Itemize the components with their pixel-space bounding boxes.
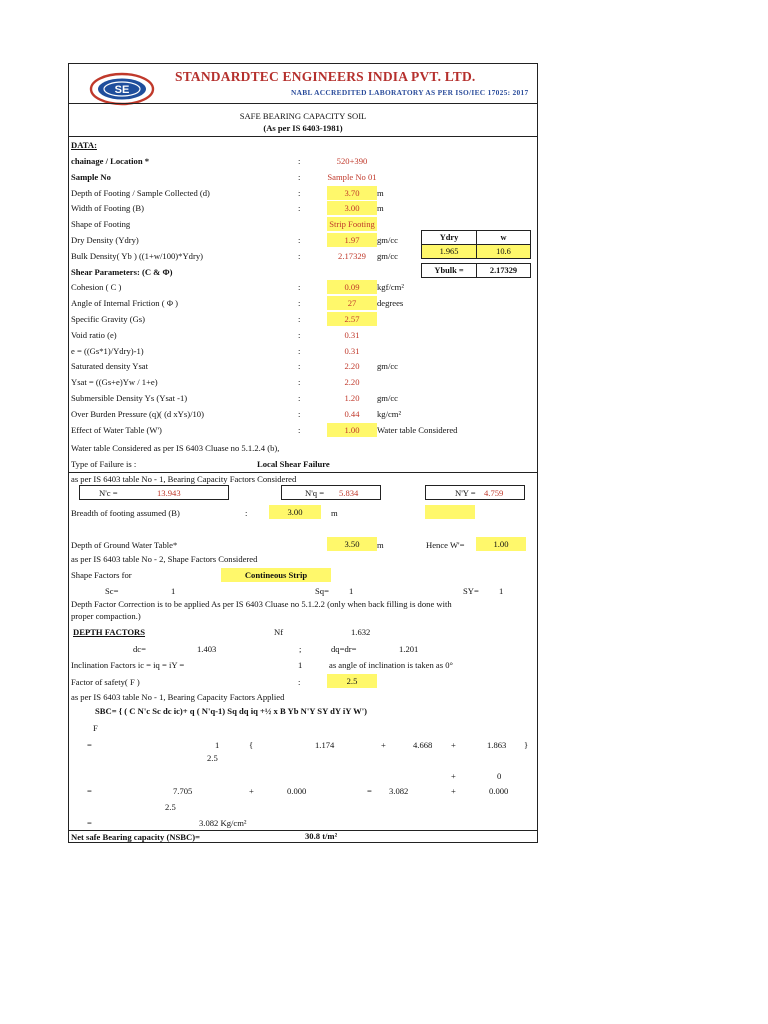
ydry-value: 1.965 [421, 244, 477, 259]
nq-label: N'q = [305, 488, 325, 498]
row-label: Bulk Density( Yb ) ((1+w/100)*Ydry) [71, 250, 203, 261]
company-logo [89, 72, 155, 106]
calc-zero: 0 [497, 771, 502, 781]
row-separator: : [298, 282, 301, 293]
row-value: 3.70 [327, 186, 377, 200]
sy-label: SY= [463, 586, 479, 596]
row-unit: m [377, 203, 384, 214]
nsbc-divider [69, 830, 537, 831]
row-label: Sample No [71, 171, 111, 182]
calc-value3: 3.082 [389, 786, 409, 796]
row-label: Effect of Water Table (W') [71, 424, 162, 435]
fos-sep: : [298, 677, 301, 687]
calc-term1: 1.174 [315, 740, 335, 750]
row-separator: : [298, 203, 301, 214]
title-divider [69, 136, 537, 137]
row-label: Submersible Density Ys (Ysat -1) [71, 393, 188, 403]
calc-denominator2: 2.5 [165, 802, 176, 812]
row-label: Cohesion ( C ) [71, 282, 122, 293]
row-value: Sample No 01 [327, 171, 377, 182]
row-separator: : [298, 171, 301, 182]
calc-brace-close: } [524, 740, 529, 750]
row-value: 1.20 [344, 393, 360, 403]
row-value: 2.20 [344, 361, 360, 372]
bc-factors-considered: as per IS 6403 table No - 1, Bearing Capacity Factors Considered [71, 474, 297, 484]
water-table-note: Water table Considered as per IS 6403 Cluase no 5.1.2.4 (b), [71, 443, 280, 453]
row-separator: : [298, 250, 301, 261]
calc-one: 1 [215, 740, 220, 750]
row-separator: : [298, 393, 301, 403]
accreditation-line: NABL ACCREDITED LABORATORY AS PER ISO/IEC 17025: 2017 [291, 88, 529, 97]
calc-eq1: = [87, 740, 92, 750]
row-label: Depth of Footing / Sample Collected (d) [71, 187, 210, 198]
breadth-label: Breadth of footing assumed (B) [71, 508, 180, 518]
nf-label: Nf [274, 627, 284, 637]
row-label: Specific Gravity (Gs) [71, 314, 145, 324]
row-separator: : [298, 408, 301, 419]
row-label: Width of Footing (B) [71, 203, 144, 214]
gwt-value: 3.50 [327, 537, 377, 551]
fos-value: 2.5 [327, 674, 377, 688]
dq-value: 1.201 [399, 644, 419, 654]
nq-value: 5.834 [339, 488, 359, 498]
depth-correction-line1: Depth Factor Correction is to be applied As per IS 6403 Cluase no 5.1.2.2 (only when back filling is done with [71, 599, 452, 609]
nsbc-value: 30.8 t/m² [305, 831, 338, 841]
row-unit: gm/cc [377, 250, 398, 261]
row-separator: : [298, 361, 301, 372]
row-label: Ysat = ((Gs+e)Yw / 1+e) [71, 377, 158, 388]
calc-plus3: + [451, 771, 456, 781]
report-sheet [68, 63, 538, 843]
nf-value: 1.632 [351, 627, 371, 637]
ny-label: N'Y = [455, 488, 476, 498]
failure-label: Type of Failure is : [71, 459, 137, 469]
depth-factors-heading: DEPTH FACTORS [73, 627, 146, 637]
ybulk-label: Ybulk = [421, 263, 477, 278]
row-label: Angle of Internal Friction ( Φ ) [71, 298, 178, 309]
row-unit: degrees [377, 298, 404, 309]
row-label: Shear Parameters: (C & Φ) [71, 266, 173, 277]
calc-term3: 1.863 [487, 740, 507, 750]
nq-box [281, 485, 381, 500]
gwt-label: Depth of Ground Water Table* [71, 540, 178, 550]
sq-value: 1 [349, 586, 354, 596]
calc-plus4: + [249, 786, 254, 796]
row-label: e = ((Gs*1)/Ydry)-1) [71, 345, 144, 356]
row-value: 3.00 [327, 201, 377, 215]
inclination-note: as angle of inclination is taken as 0° [329, 660, 453, 670]
breadth-unit: m [331, 508, 338, 518]
inclination-value: 1 [298, 660, 303, 670]
row-value: 2.57 [327, 312, 377, 326]
shape-value: Contineous Strip [221, 568, 331, 582]
row-unit: gm/cc [377, 361, 398, 372]
calc-plus1: + [381, 740, 386, 750]
dq-sep: ; [299, 644, 302, 654]
hence-value: 1.00 [476, 537, 526, 551]
row-unit: kg/cm² [377, 408, 402, 419]
breadth-sep: : [245, 508, 248, 518]
sq-label: Sq= [315, 586, 329, 596]
sbc-formula: SBC= { ( C N'c Sc dc ic)+ q ( N'q-1) Sq dq iq +½ x B Yb N'Y SY dY iY W') [95, 706, 368, 716]
calc-eq2: = [87, 786, 92, 796]
calc-denominator1: 2.5 [207, 753, 218, 763]
row-separator: : [298, 314, 301, 324]
row-unit: Water table Considered [377, 424, 458, 435]
row-separator: : [298, 329, 301, 340]
row-unit: m [377, 187, 384, 198]
row-separator: : [298, 377, 301, 388]
nc-label: N'c = [99, 488, 118, 498]
row-value: 0.31 [344, 345, 360, 356]
row-label: Void ratio (e) [71, 329, 117, 340]
nc-value: 13.943 [157, 488, 181, 498]
calc-plus5: + [451, 786, 456, 796]
row-label: Dry Density (Ydry) [71, 235, 139, 245]
ydry-header: Ydry [421, 230, 477, 245]
dq-label: dq=dr= [331, 644, 357, 654]
row-label: Over Burden Pressure (q)( (d xYs)/10) [71, 408, 204, 419]
bc-factors-applied: as per IS 6403 table No - 1, Bearing Capacity Factors Applied [71, 692, 285, 702]
sy-value: 1 [499, 586, 504, 596]
row-value: 0.44 [344, 408, 360, 419]
row-separator: : [298, 156, 301, 166]
calc-value4: 0.000 [489, 786, 509, 796]
calc-eq4: = [87, 818, 92, 828]
calc-value1: 7.705 [173, 786, 193, 796]
row-value: 27 [327, 296, 377, 310]
ny-value: 4.759 [484, 488, 504, 498]
empty-highlight-cell [425, 505, 475, 519]
breadth-value: 3.00 [269, 505, 321, 519]
calc-eq3: = [367, 786, 372, 796]
failure-divider [69, 472, 537, 473]
calc-plus2: + [451, 740, 456, 750]
data-heading: DATA: [71, 140, 97, 150]
row-label: Shape of Footing [71, 219, 131, 230]
row-value: Strip Footing [327, 217, 377, 231]
shape-factors-for: Shape Factors for [71, 570, 132, 580]
row-unit: kgf/cm² [377, 282, 404, 293]
row-value: 0.31 [344, 329, 360, 340]
row-value [327, 265, 377, 279]
sbc-result: 3.082 Kg/cm² [199, 818, 247, 828]
row-unit: gm/cc [377, 393, 398, 403]
shape-factors-considered: as per IS 6403 table No - 2, Shape Factors Considered [71, 554, 258, 564]
fos-label: Factor of safety( F ) [71, 677, 140, 687]
report-subtitle: (As per IS 6403-1981) [263, 123, 343, 133]
report-title: SAFE BEARING CAPACITY SOIL [239, 111, 367, 121]
sc-label: Sc= [105, 586, 119, 596]
ybulk-value: 2.17329 [476, 263, 531, 278]
row-label: Saturated density Ysat [71, 361, 149, 372]
gwt-unit: m [377, 540, 384, 550]
header-divider [69, 103, 537, 104]
calc-brace-open: { [249, 740, 254, 750]
w-header: w [476, 230, 531, 245]
nsbc-label: Net safe Bearing capacity (NSBC)= [71, 832, 201, 842]
row-separator: : [298, 187, 301, 198]
failure-value: Local Shear Failure [257, 459, 330, 469]
dc-label: dc= [133, 644, 146, 654]
row-label: chainage / Location * [71, 156, 150, 166]
row-value: 1.00 [327, 423, 377, 437]
company-name: STANDARDTEC ENGINEERS INDIA PVT. LTD. [175, 69, 476, 84]
row-value: 1.97 [327, 233, 377, 247]
depth-correction-line2: proper compaction.) [71, 611, 141, 621]
inclination-label: Inclination Factors ic = iq = iY = [71, 660, 185, 670]
logo-text: SE [114, 84, 130, 96]
row-value: 2.20 [344, 377, 360, 388]
w-value: 10.6 [476, 244, 531, 259]
row-value: 520+390 [336, 156, 368, 166]
row-unit: gm/cc [377, 235, 398, 245]
row-separator: : [298, 424, 301, 435]
row-separator: : [298, 235, 301, 245]
row-separator: : [298, 345, 301, 356]
calc-value2: 0.000 [287, 786, 307, 796]
dc-value: 1.403 [197, 644, 217, 654]
row-value: 2.17329 [338, 250, 366, 261]
sc-value: 1 [171, 586, 176, 596]
calc-term2: 4.668 [413, 740, 433, 750]
row-separator: : [298, 298, 301, 309]
calc-f: F [93, 723, 98, 733]
row-value: 0.09 [327, 280, 377, 294]
hence-label: Hence W'= [426, 540, 465, 550]
